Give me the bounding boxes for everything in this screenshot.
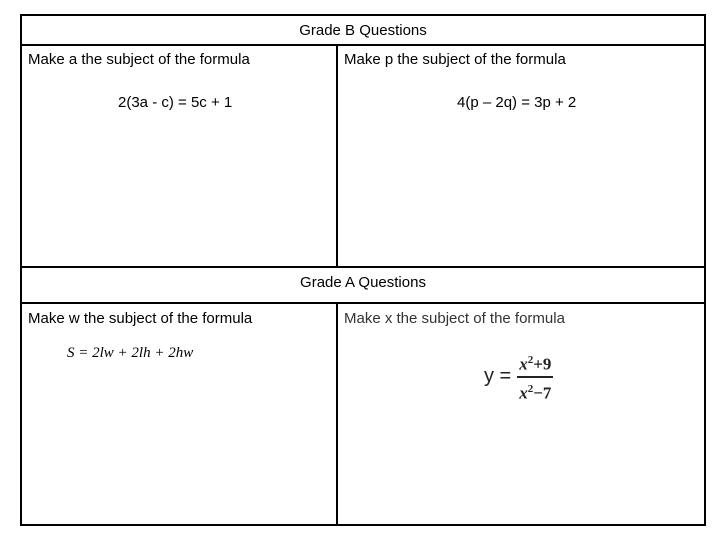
question-prompt-b2: Make p the subject of the formula <box>344 51 566 68</box>
divider <box>22 44 704 46</box>
question-formula-a1: S = 2lw + 2lh + 2hw <box>67 345 194 361</box>
grade-b-heading: Grade B Questions <box>299 22 427 39</box>
divider <box>336 44 338 266</box>
fraction-denominator: $x^2-7$ <box>519 382 552 403</box>
question-formula-b2: 4(p – 2q) = 3p + 2 <box>457 94 577 111</box>
fraction-numerator: $x^2+9$ <box>517 350 553 378</box>
divider <box>22 266 704 268</box>
question-formula-b1: 2(3a - c) = 5c + 1 <box>118 94 233 111</box>
fraction <box>517 350 553 403</box>
divider <box>336 302 338 526</box>
formula-lhs: y = <box>484 365 512 388</box>
divider <box>22 302 704 304</box>
question-prompt-a1: Make w the subject of the formula <box>28 310 253 327</box>
question-prompt-a2: Make x the subject of the formula <box>344 310 565 327</box>
worksheet <box>20 14 706 526</box>
question-prompt-b1: Make a the subject of the formula <box>28 51 250 68</box>
question-formula-a2 <box>484 350 553 403</box>
grade-a-heading: Grade A Questions <box>300 274 426 291</box>
